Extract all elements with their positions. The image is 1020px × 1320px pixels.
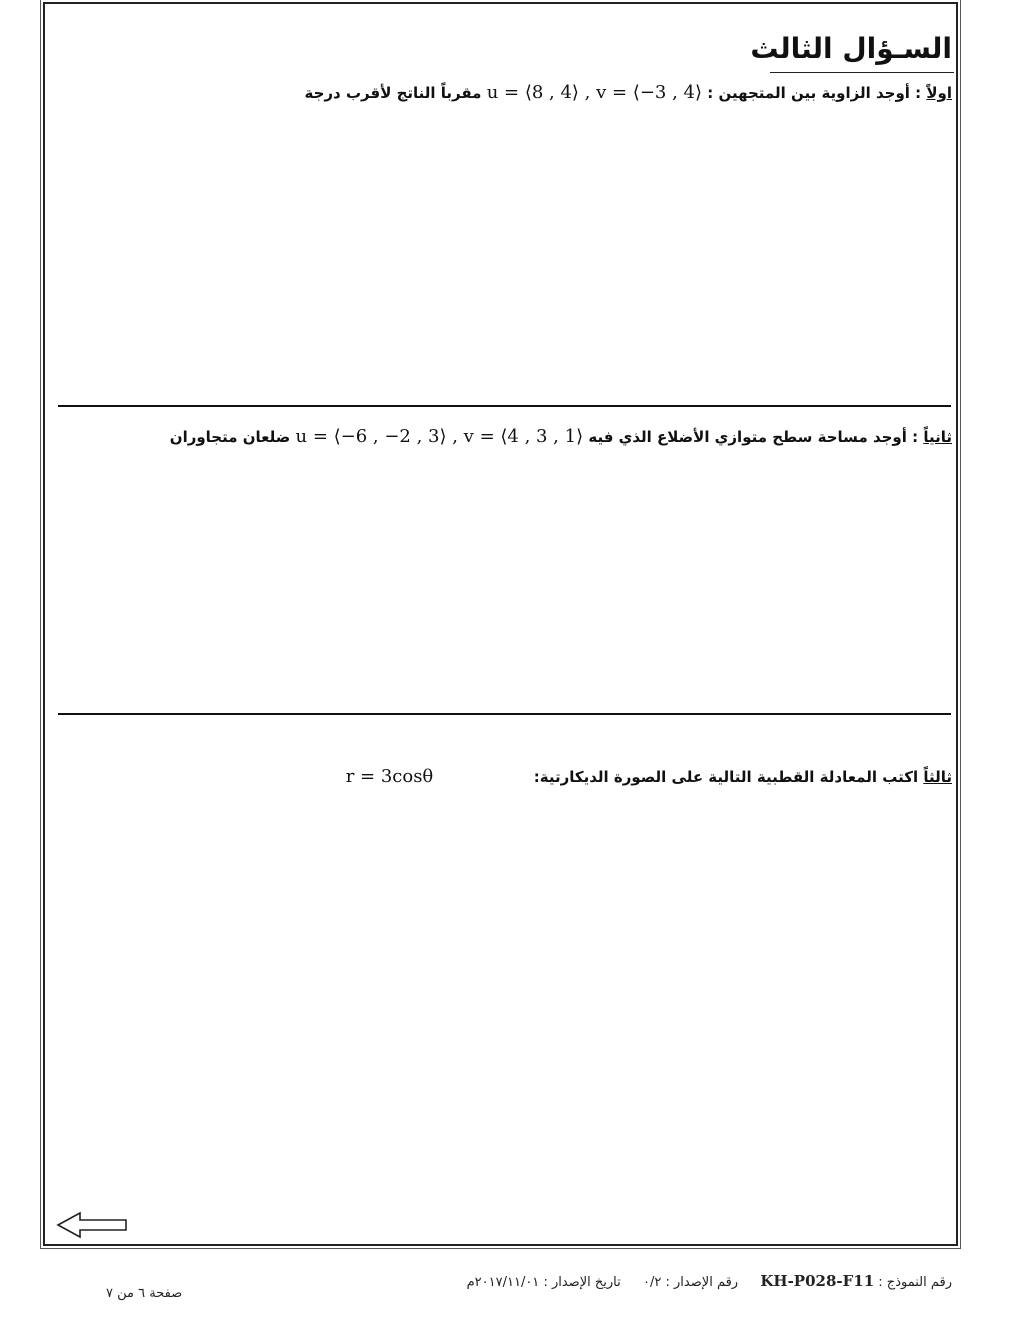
section-divider-2	[58, 713, 951, 715]
question-2-math: u = ⟨−6 , −2 , 3⟩ , v = ⟨4 , 3 , 1⟩	[295, 426, 584, 447]
question-3	[346, 766, 952, 787]
footer-model-label: رقم النموذج :	[878, 1275, 952, 1290]
footer-date-label: تاريخ الإصدار :	[543, 1275, 621, 1290]
question-1-text: : أوجد الزاوية بين المتجهين :	[707, 84, 922, 102]
footer-date-value: ٢٠١٧/١١/٠١م	[466, 1275, 540, 1290]
arrow-left-outline-icon[interactable]	[56, 1210, 128, 1240]
page-frame	[43, 2, 958, 1246]
section-divider-1	[58, 405, 951, 407]
footer-model-code: KH-P028-F11	[760, 1272, 875, 1290]
question-1-suffix: مقرباً الناتج لأقرب درجة	[304, 84, 482, 102]
question-2-label: ثانياً	[923, 428, 952, 446]
question-1-math: u = ⟨8 , 4⟩ , v = ⟨−3 , 4⟩	[486, 82, 702, 103]
question-1-label: اولاً	[926, 84, 952, 102]
question-2-suffix: ضلعان متجاوران	[169, 428, 291, 446]
question-1	[305, 82, 952, 103]
question-2-text: : أوجد مساحة سطح متوازي الأضلاع الذي فيه	[588, 428, 919, 446]
footer-meta	[467, 1272, 952, 1290]
footer-page-number: صفحة ٦ من ٧	[106, 1286, 183, 1301]
question-2	[170, 426, 952, 447]
question-title: السـؤال الثالث	[750, 32, 952, 65]
footer-version-value: ٠/٢	[643, 1275, 662, 1290]
question-3-math: r = 3cosθ	[345, 766, 434, 787]
footer-version-label: رقم الإصدار :	[665, 1275, 739, 1290]
question-3-label: ثالثاً	[923, 768, 952, 786]
title-underline	[770, 72, 954, 73]
question-3-text: اكتب المعادلة القطبية التالية على الصورة الديكارتية:	[533, 768, 919, 786]
